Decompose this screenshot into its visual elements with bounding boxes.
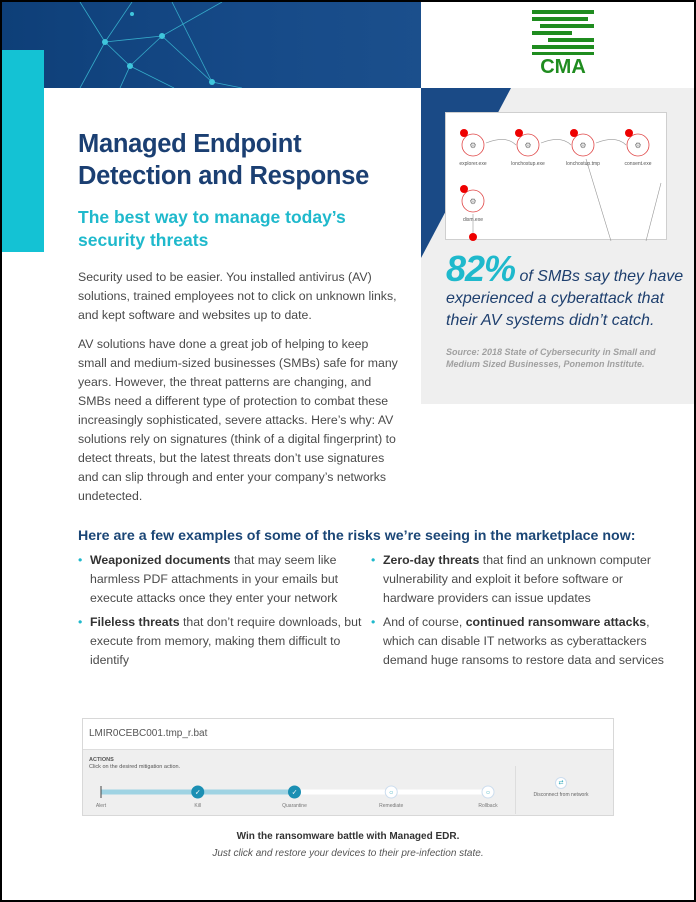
risks-heading: Here are a few examples of some of the risks we’re seeing in the marketplace now: (78, 528, 636, 544)
step-remediate-button[interactable] (385, 786, 397, 798)
alert-badge (625, 129, 633, 137)
risk-text: that may seem like harmless PDF attachments in your emails but execute attacks once they enter your network (90, 553, 339, 605)
page (2, 2, 694, 900)
svg-text:CMA: CMA (540, 56, 586, 74)
disconnect-label: Disconnect from network (533, 792, 589, 798)
process-label: consent.exe (624, 161, 652, 167)
alert-badge (460, 185, 468, 193)
svg-text:⚙: ⚙ (469, 141, 477, 150)
edr-actions-screenshot (82, 718, 614, 816)
step-label: Quarantine (282, 803, 307, 809)
risk-text: , which can disable IT networks as cyberattackers demand huge ransoms to restore data and services (383, 615, 664, 667)
svg-text:⚙: ⚙ (579, 141, 587, 150)
footer-headline: Win the ransomware battle with Managed EDR. (236, 831, 460, 842)
process-node (566, 129, 600, 167)
risk-text: And of course, (383, 615, 466, 629)
process-label: lonchostup.exe (511, 161, 545, 167)
actions-label: ACTIONS (89, 757, 114, 763)
step-rollback-button[interactable] (482, 786, 494, 798)
alert-badge (570, 129, 578, 137)
step-kill-button[interactable] (192, 786, 204, 798)
step-label: Rollback (478, 803, 498, 809)
step-label: Alert (95, 803, 107, 809)
file-name: LMIR0CEBC001.tmp_r.bat (83, 719, 613, 750)
svg-text:○: ○ (389, 789, 394, 797)
process-label: explorer.exe (459, 161, 487, 167)
svg-text:⚙: ⚙ (469, 197, 477, 206)
alert-badge (460, 129, 468, 137)
process-node (460, 185, 484, 223)
stat-source: Source: 2018 State of Cybersecurity in Small and Medium Sized Businesses, Ponemon Institute. (446, 347, 656, 369)
page-title: Managed Endpoint Detection and Response (78, 130, 369, 190)
risk-item (371, 613, 671, 670)
hero-network-banner (2, 2, 421, 88)
stat-callout (446, 248, 686, 332)
footer-tagline: Just click and restore your devices to their pre-infection state. (212, 848, 484, 859)
intro-paragraph: Security used to be easier. You installed antivirus (AV) solutions, trained employees not to click on unknown links, and kept software and websites up to date. (78, 270, 397, 322)
risk-title: Zero-day threats (383, 553, 480, 567)
disconnect-button[interactable] (533, 777, 589, 798)
risk-text: that find an unknown computer vulnerability and exploit it before software or hardware providers can issue updates (383, 553, 651, 605)
step-label: Remediate (379, 803, 404, 809)
svg-text:⚙: ⚙ (524, 141, 532, 150)
process-diagram (445, 112, 667, 240)
disconnect-icon: ⇄ (555, 777, 567, 789)
process-node (625, 129, 652, 167)
risk-title: continued ransomware attacks (465, 615, 647, 629)
step-quarantine-button[interactable] (289, 786, 301, 798)
risk-title: Fileless threats (90, 615, 180, 629)
risk-title: Weaponized documents (90, 553, 231, 567)
risk-text: that don’t require downloads, but execute from memory, making them difficult to identify (90, 615, 362, 667)
actions-hint: Click on the desired mitigation action. (89, 764, 181, 770)
step-label: Kill (194, 803, 202, 809)
body-paragraph: AV solutions have done a great job of helping to keep small and medium-sized businesses (SMBs) safe for many years. However, the threat patterns are changing, and SMBs need a different type of protection to combat these increasingly sophisticated, severe attacks. Here’s why: AV solutions rely on signatures (think of a digital fingerprint) to detect threats, but the latest threats don’t use signatures and can slip through and enter your company’s networks undetected. (78, 337, 398, 503)
risk-item (371, 551, 671, 608)
accent-bar (2, 50, 44, 252)
stat-value: 82% (446, 248, 516, 289)
alert-badge (515, 129, 523, 137)
page-subtitle: The best way to manage today’s security threats (78, 207, 346, 250)
risk-item (78, 613, 378, 670)
network-graphic (2, 2, 421, 88)
cma-logo (532, 10, 594, 74)
risk-item (78, 551, 378, 608)
process-label: dism.exe (462, 217, 484, 223)
process-label: lonchostup.tmp (566, 161, 600, 167)
process-node (459, 129, 486, 167)
svg-text:○: ○ (485, 789, 491, 797)
svg-text:⚙: ⚙ (634, 141, 642, 150)
process-node (511, 129, 545, 167)
svg-text:✓: ✓ (194, 789, 201, 797)
svg-text:✓: ✓ (291, 789, 298, 797)
stat-text: of SMBs say they have experienced a cyberattack that their AV systems didn’t catch. (446, 268, 684, 329)
